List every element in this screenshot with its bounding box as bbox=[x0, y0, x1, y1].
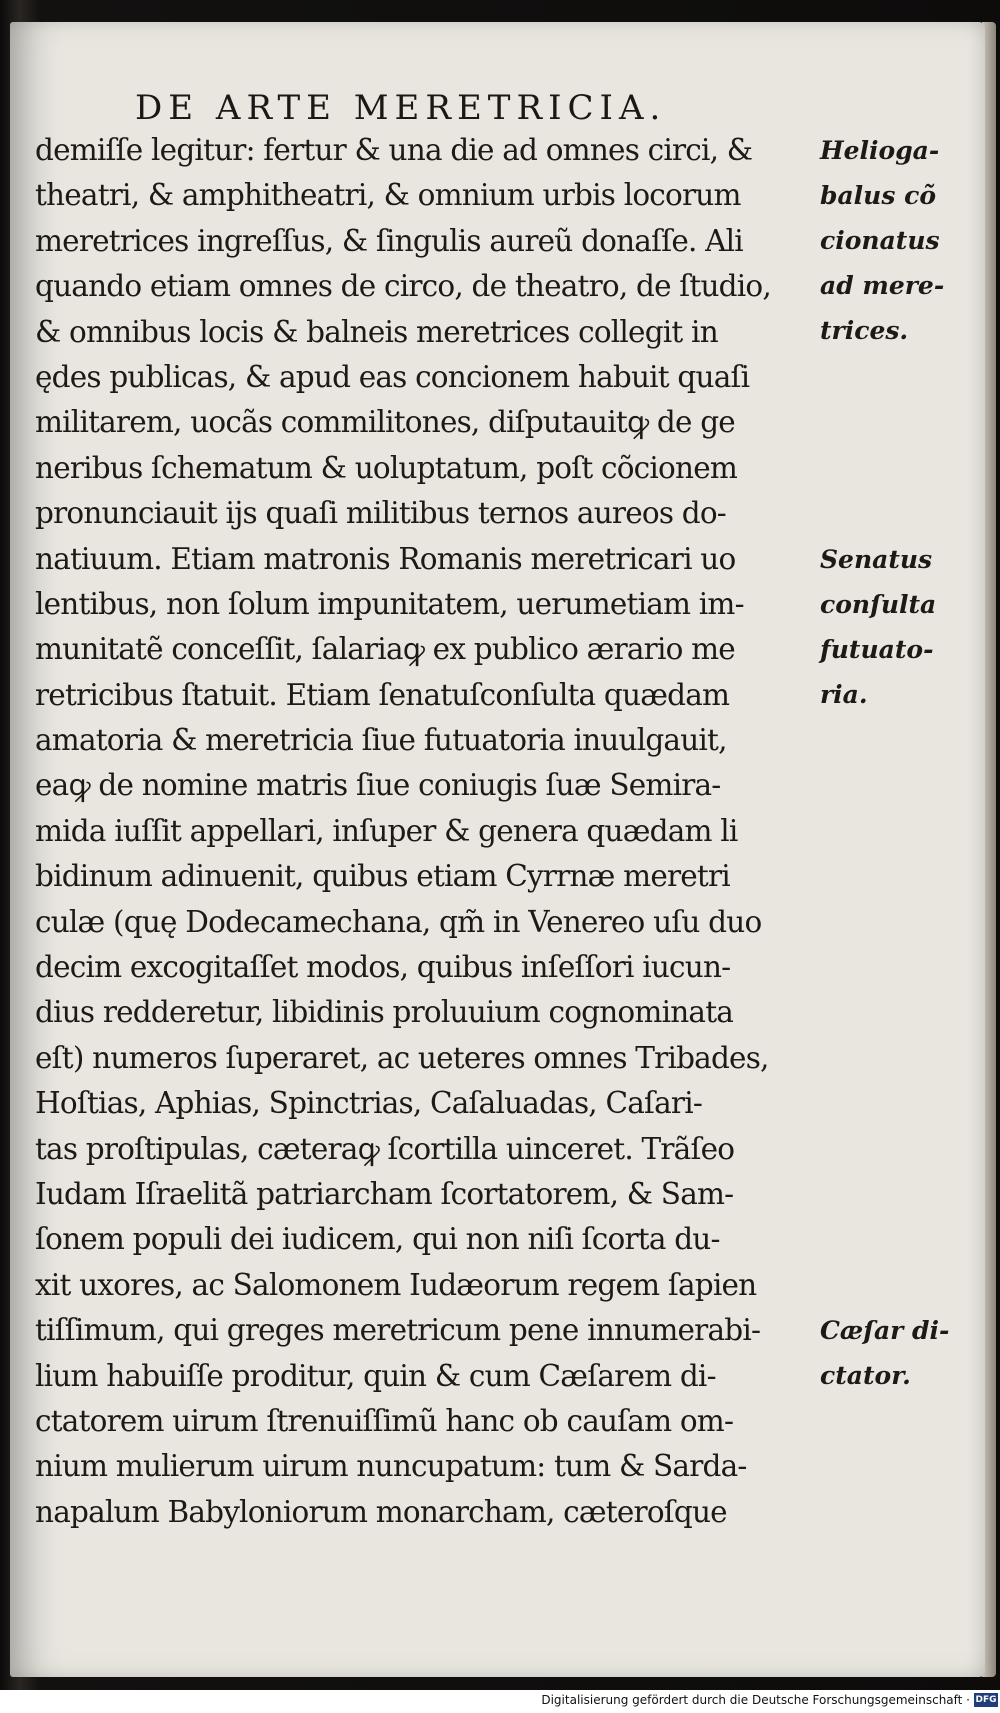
footer-bar bbox=[0, 1690, 1000, 1713]
text-line: tas proſtipulas, cæteraꝙ ſcortilla uinceret. Trãſeo bbox=[35, 1131, 735, 1166]
text-line: munitatẽ conceſſit, ſalariaꝙ ex publico ærario me bbox=[35, 632, 735, 667]
text-line: lentibus, non ſolum impunitatem, uerumetiam im- bbox=[35, 586, 744, 621]
footer-credit: Digitalisierung gefördert durch die Deutsche Forschungsgemeinschaft · bbox=[541, 1693, 970, 1707]
text-line: retricibus ſtatuit. Etiam ſenatuſconſulta quædam bbox=[35, 677, 730, 712]
text-line: tiſſimum, qui greges meretricum pene innumerabi- bbox=[35, 1313, 761, 1348]
text-line: amatoria & meretricia ſiue futuatoria inuulgauit, bbox=[35, 723, 727, 758]
dfg-logo: DFG bbox=[975, 1695, 997, 1705]
marginal-note-line: cionatus bbox=[820, 226, 940, 255]
text-line: eaꝙ de nomine matris ſiue coniugis ſuæ Semira- bbox=[35, 768, 721, 803]
text-line: napalum Babyloniorum monarcham, cæteroſque bbox=[35, 1494, 727, 1529]
text-line: bidinum adinuenit, quibus etiam Cyrrnæ meretri bbox=[35, 859, 730, 894]
marginal-note-line: futuato- bbox=[820, 634, 934, 664]
running-head: DE ARTE MERETRICIA. bbox=[135, 88, 667, 128]
marginal-note-line: ctator. bbox=[820, 1361, 911, 1391]
marginal-note-line: balus cõ bbox=[820, 181, 937, 210]
main-text-block bbox=[35, 128, 950, 1535]
text-line: nium mulierum uirum nuncupatum: tum & Sarda- bbox=[35, 1449, 747, 1484]
marginal-note-line: ria. bbox=[820, 679, 868, 709]
text-line: pronunciauit ijs quaſi militibus ternos aureos do- bbox=[35, 496, 726, 531]
text-line: meretrices ingreſſus, & ſingulis aureũ donaſſe. Ali bbox=[35, 223, 743, 258]
marginal-note bbox=[820, 1308, 949, 1398]
text-line: culæ (quę Dodecamechana, qm̃ in Venereo uſu duo bbox=[35, 904, 762, 939]
marginal-note bbox=[820, 128, 944, 353]
text-line: ędes publicas, & apud eas concionem habuit quaſi bbox=[35, 359, 750, 394]
marginal-note-line: trices. bbox=[820, 316, 909, 345]
text-line: ctatorem uirum ſtrenuiſſimũ hanc ob cauſam om- bbox=[35, 1403, 734, 1438]
text-line: Hoſtias, Aphias, Spinctrias, Caſaluadas, Caſari- bbox=[35, 1086, 703, 1121]
text-line: quando etiam omnes de circo, de theatro, de ſtudio, bbox=[35, 269, 771, 304]
text-line: dius redderetur, libidinis proluuium cognominata bbox=[35, 995, 734, 1030]
text-line: natiuum. Etiam matronis Romanis meretricari uo bbox=[35, 541, 736, 576]
text-lines bbox=[35, 128, 805, 1535]
text-line: decim excogitaſſet modos, quibus inſeſſori iucun- bbox=[35, 950, 731, 985]
text-line: Iudam Iſraelitã patriarcham ſcortatorem, & Sam- bbox=[35, 1176, 734, 1211]
text-line: ſonem populi dei iudicem, qui non niſi ſcorta du- bbox=[35, 1222, 720, 1257]
marginal-note-line: Helioga- bbox=[820, 136, 940, 165]
text-line: neribus ſchematum & uoluptatum, poſt cõcionem bbox=[35, 450, 738, 485]
marginal-note-line: conſulta bbox=[820, 589, 937, 619]
text-line: mida iuſſit appellari, inſuper & genera quædam li bbox=[35, 813, 738, 848]
marginal-note-line: ad mere- bbox=[820, 271, 945, 300]
text-line: & omnibus locis & balneis meretrices collegit in bbox=[35, 314, 718, 349]
marginal-note-line: Senatus bbox=[820, 544, 933, 574]
marginal-note bbox=[820, 537, 936, 717]
text-line: theatri, & amphitheatri, & omnium urbis locorum bbox=[35, 178, 741, 213]
text-line: lium habuiſſe proditur, quin & cum Cæſarem di- bbox=[35, 1358, 716, 1393]
text-line: demiſſe legitur: fertur & una die ad omnes circi, & bbox=[35, 133, 753, 167]
text-line: militarem, uocãs commilitones, diſputauitꝙ de ge bbox=[35, 405, 735, 440]
text-line: eſt) numeros ſuperaret, ac ueteres omnes Tribades, bbox=[35, 1040, 769, 1075]
marginal-note-line: Cæſar di- bbox=[820, 1316, 950, 1346]
text-line: xit uxores, ac Salomonem Iudæorum regem ſapien bbox=[35, 1267, 757, 1302]
